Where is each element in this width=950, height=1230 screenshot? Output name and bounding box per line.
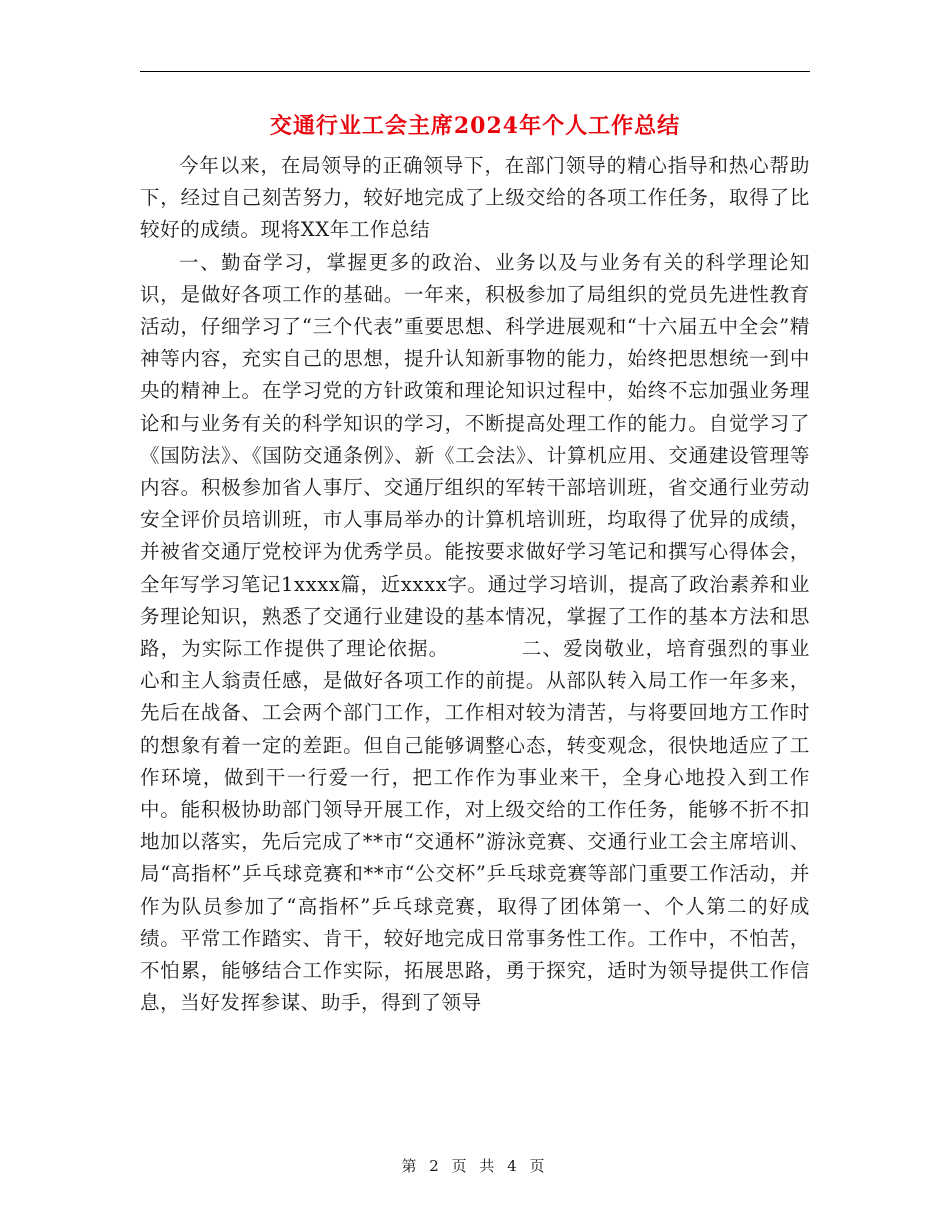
header-rule xyxy=(140,71,810,72)
page-number: 第 2 页 共 4 页 xyxy=(401,1157,549,1175)
paragraph-section: 一、勤奋学习，掌握更多的政治、业务以及与业务有关的科学理论知识，是做好各项工作的基础。一年来，积极参加了局组织的党员先进性教育活动，仔细学习了“三个代表”重要思想、科学进展观和“十六届五中全会”精神等内容，充实自己的思想，提升认知新事物的能力，始终把思想统一到中央的精神上。在学习党的方针政策和理论知识过程中，始终不忘加强业务理论和与业务有关的科学知识的学习，不断提高处理工作的能力。自觉学习了《国防法》、《国防交通条例》、新《工会法》、计算机应用、交通建设管理等内容。积极参加省人事厅、交通厅组织的军转干部培训班，省交通行业劳动安全评价员培训班，市人事局举办的计算机培训班，均取得了优异的成绩，并被省交通厅党校评为优秀学员。能按要求做好学习笔记和撰写心得体会，全年写学习笔记1xxxx篇，近xxxx字。通过学习培训，提高了政治素养和业务理论知识，熟悉了交通行业建设的基本情况，掌握了工作的基本方法和思路，为实际工作提供了理论依据。 二、爱岗敬业，培育强烈的事业心和主人翁责任感，是做好各项工作的前提。从部队转入局工作一年多来，先后在战备、工会两个部门工作，工作相对较为清苦，与将要回地方工作时的想象有着一定的差距。但自己能够调整心态，转变观念，很快地适应了工作环境，做到干一行爱一行，把工作作为事业来干，全身心地投入到工作中。能积极协助部门领导开展工作，对上级交给的工作任务，能够不折不扣地加以落实，先后完成了**市“交通杯”游泳竞赛、交通行业工会主席培训、局“高指杯”乒乓球竞赛和**市“公交杯”乒乓球竞赛等部门重要工作活动，并作为队员参加了“高指杯”乒乓球竞赛，取得了团体第一、个人第二的好成绩。平常工作踏实、肯干，较好地完成日常事务性工作。工作中，不怕苦，不怕累，能够结合工作实际，拓展思路，勇于探究，适时为领导提供工作信息，当好发挥参谋、助手，得到了领导 xyxy=(140,250,810,1015)
document-title: 交通行业工会主席2024年个人工作总结 xyxy=(269,113,681,139)
document-body xyxy=(140,150,810,1019)
paragraph-intro: 今年以来，在局领导的正确领导下，在部门领导的精心指导和热心帮助下，经过自己刻苦努力，较好地完成了上级交给的各项工作任务，取得了比较好的成绩。现将XX年工作总结 xyxy=(140,154,810,242)
